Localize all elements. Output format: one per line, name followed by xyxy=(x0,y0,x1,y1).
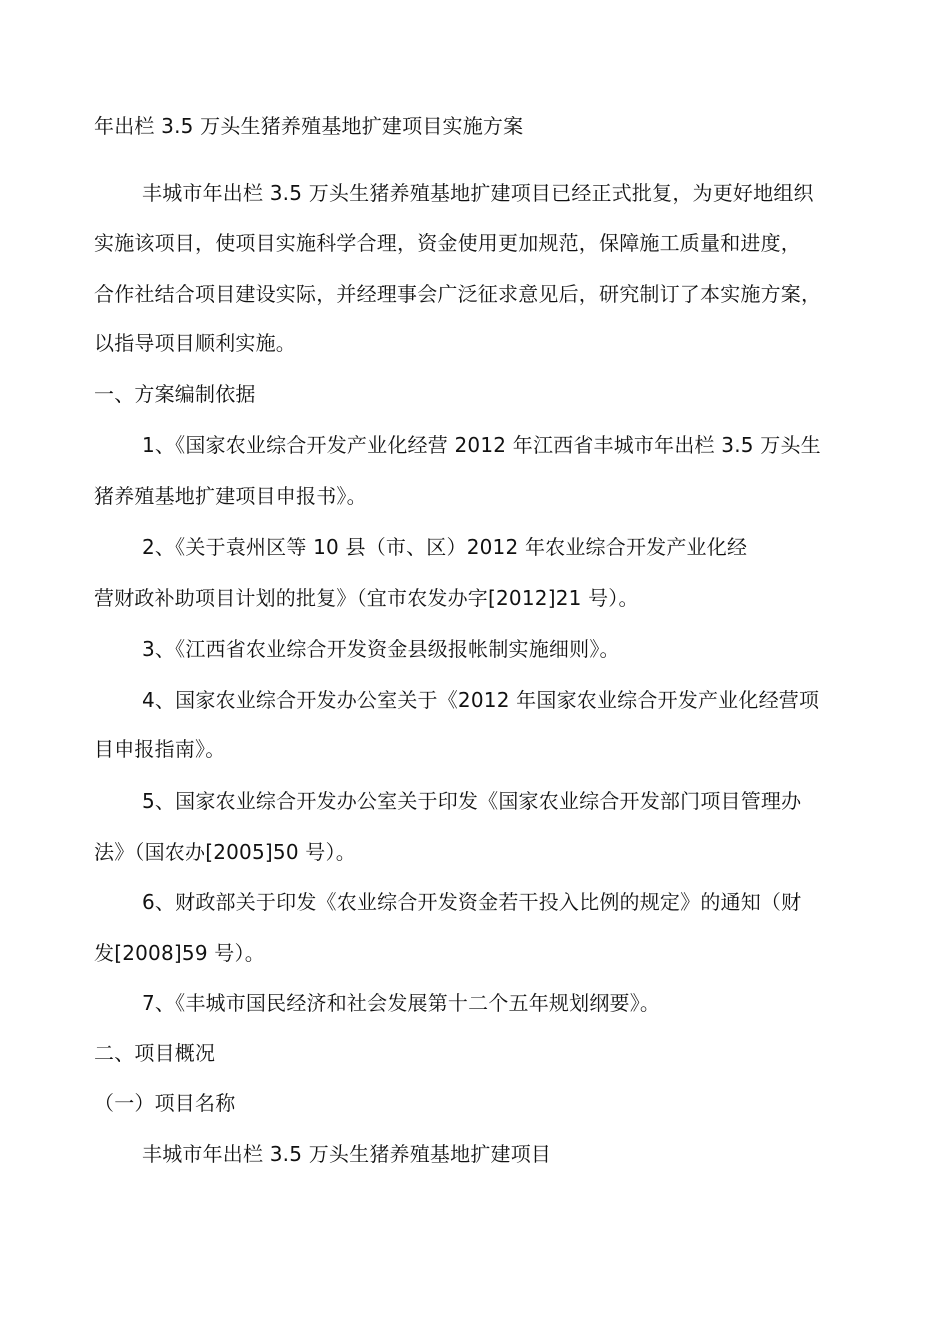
basis-item-1-line-1: 1、《国家农业综合开发产业化经营 2012 年江西省丰城市年出栏 3.5 万头生 xyxy=(142,433,821,457)
basis-item-2-line-1: 2、《关于袁州区等 10 县（市、区）2012 年农业综合开发产业化经 xyxy=(142,535,748,559)
intro-paragraph-line: 丰城市年出栏 3.5 万头生猪养殖基地扩建项目已经正式批复，为更好地组织 xyxy=(142,181,814,205)
basis-item-4-line-1: 4、国家农业综合开发办公室关于《2012 年国家农业综合开发产业化经营项 xyxy=(142,688,820,712)
document-title: 年出栏 3.5 万头生猪养殖基地扩建项目实施方案 xyxy=(94,114,524,138)
basis-item-3: 3、《江西省农业综合开发资金县级报帐制实施细则》。 xyxy=(142,637,620,661)
basis-item-6-line-2: 发[2008]59 号）。 xyxy=(94,941,265,965)
basis-item-5-line-2: 法》（国农办[2005]50 号）。 xyxy=(94,840,356,864)
basis-item-4-line-2: 目申报指南》。 xyxy=(94,737,226,761)
basis-item-7: 7、《丰城市国民经济和社会发展第十二个五年规划纲要》。 xyxy=(142,991,661,1015)
section-heading-overview: 二、项目概况 xyxy=(94,1041,216,1065)
subsection-heading-project-name: （一）项目名称 xyxy=(94,1091,236,1115)
basis-item-2-line-2: 营财政补助项目计划的批复》（宜市农发办字[2012]21 号）。 xyxy=(94,586,639,610)
project-name-text: 丰城市年出栏 3.5 万头生猪养殖基地扩建项目 xyxy=(142,1142,552,1166)
basis-item-6-line-1: 6、财政部关于印发《农业综合开发资金若干投入比例的规定》的通知（财 xyxy=(142,890,802,914)
basis-item-5-line-1: 5、国家农业综合开发办公室关于印发《国家农业综合开发部门项目管理办 xyxy=(142,789,802,813)
section-heading-basis: 一、方案编制依据 xyxy=(94,382,256,406)
basis-item-1-line-2: 猪养殖基地扩建项目申报书》。 xyxy=(94,484,367,508)
intro-paragraph-line: 合作社结合项目建设实际，并经理事会广泛征求意见后，研究制订了本实施方案， xyxy=(94,282,822,306)
intro-paragraph-line: 实施该项目，使项目实施科学合理，资金使用更加规范，保障施工质量和进度， xyxy=(94,231,801,255)
intro-paragraph-line: 以指导项目顺利实施。 xyxy=(94,331,296,355)
